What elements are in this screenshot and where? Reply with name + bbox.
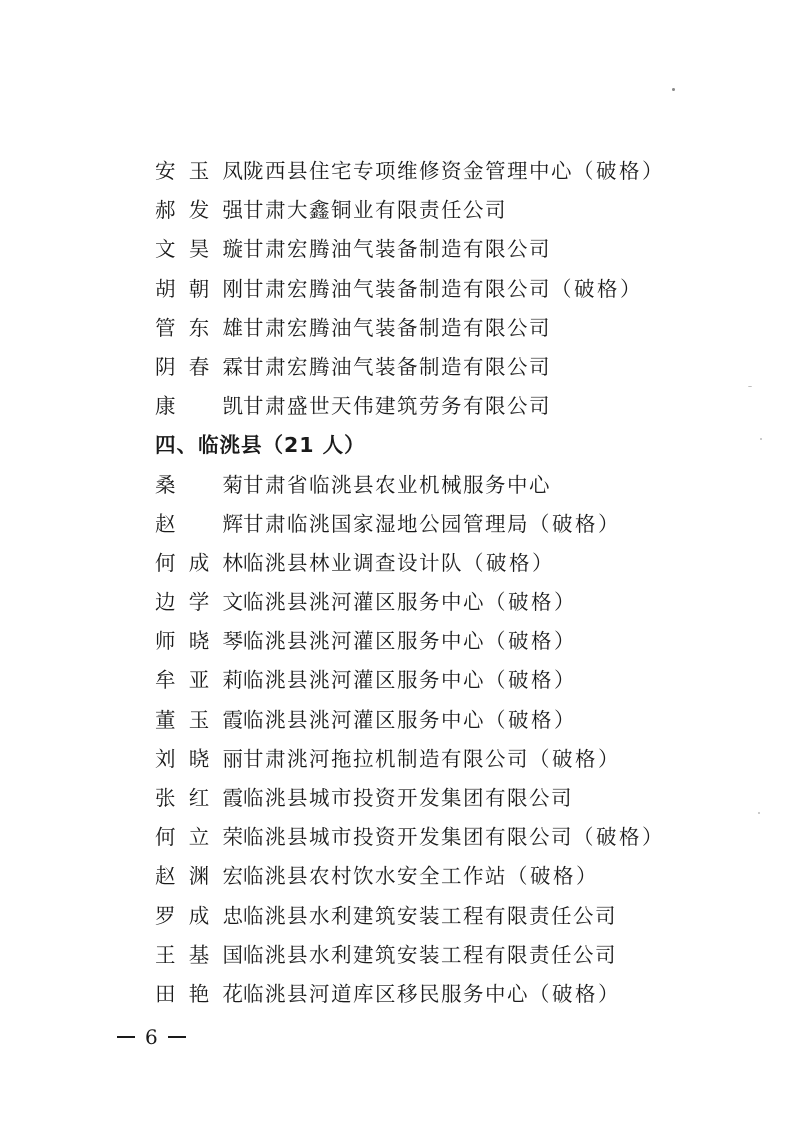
list-item: [155, 230, 775, 269]
scan-speck: [758, 812, 760, 814]
exception-note: （破格）: [551, 276, 643, 301]
section-title: 四、临洮县（21 人）: [155, 433, 366, 458]
list-item: [155, 583, 775, 622]
person-name: 阴春霖: [155, 354, 243, 379]
organization-name: 甘肃大鑫铜业有限责任公司: [243, 198, 507, 223]
person-name: 边学文: [155, 590, 243, 615]
exception-note: （破格）: [485, 590, 577, 615]
exception-note: （破格）: [529, 981, 621, 1006]
organization: [243, 309, 551, 348]
organization-name: 甘肃宏腾油气装备制造有限公司: [243, 276, 551, 301]
scan-speck: [748, 386, 752, 387]
exception-note: （破格）: [573, 825, 665, 850]
list-item: [155, 505, 775, 544]
entry-group-lintao: [155, 466, 775, 1015]
person-name: 罗成忠: [155, 903, 243, 928]
list-item: [155, 309, 775, 348]
organization: [243, 936, 617, 975]
organization-name: 甘肃临洮国家湿地公园管理局: [243, 511, 529, 536]
exception-note: （破格）: [529, 511, 621, 536]
exception-note: （破格）: [463, 550, 555, 575]
organization: [243, 740, 621, 779]
organization: [243, 857, 599, 896]
exception-note: （破格）: [507, 864, 599, 889]
organization: [243, 466, 551, 505]
organization: [243, 387, 551, 426]
list-item: [155, 661, 775, 700]
person-name: 管东雄: [155, 315, 243, 340]
exception-note: （破格）: [529, 746, 621, 771]
page-footer: [117, 1025, 186, 1049]
organization-name: 临洮县农村饮水安全工作站: [243, 864, 507, 889]
list-item: [155, 740, 775, 779]
person-name: 文昊璇: [155, 237, 243, 262]
exception-note: （破格）: [485, 629, 577, 654]
list-item: [155, 622, 775, 661]
organization-name: 甘肃宏腾油气装备制造有限公司: [243, 237, 551, 262]
organization: [243, 897, 617, 936]
organization: [243, 779, 573, 818]
organization-name: 甘肃盛世天伟建筑劳务有限公司: [243, 394, 551, 419]
list-item: [155, 466, 775, 505]
organization-name: 甘肃洮河拖拉机制造有限公司: [243, 746, 529, 771]
list-item: [155, 818, 775, 857]
organization-name: 甘肃省临洮县农业机械服务中心: [243, 472, 551, 497]
person-name: 赵辉: [155, 511, 243, 536]
organization-name: 临洮县城市投资开发集团有限公司: [243, 825, 573, 850]
organization-name: 临洮县洮河灌区服务中心: [243, 668, 485, 693]
exception-note: （破格）: [485, 668, 577, 693]
organization: [243, 505, 621, 544]
organization-name: 临洮县林业调查设计队: [243, 550, 463, 575]
person-name: 张红霞: [155, 786, 243, 810]
list-item: [155, 348, 775, 387]
section-heading: [155, 426, 775, 465]
footer-dash-right: [168, 1036, 186, 1038]
person-name: 何成林: [155, 550, 243, 575]
person-name: 何立荣: [155, 825, 243, 850]
person-name: 王基国: [155, 942, 243, 967]
organization: [243, 701, 577, 740]
person-name: 师晓琴: [155, 629, 243, 654]
organization-name: 临洮县水利建筑安装工程有限责任公司: [243, 942, 617, 967]
list-item: [155, 701, 775, 740]
list-item: [155, 270, 775, 309]
organization: [243, 818, 665, 857]
person-name: 董玉霞: [155, 707, 243, 732]
exception-note: （破格）: [573, 159, 665, 183]
organization-name: 临洮县洮河灌区服务中心: [243, 629, 485, 654]
list-item: [155, 975, 775, 1014]
organization-name: 陇西县住宅专项维修资金管理中心: [243, 159, 573, 183]
person-name: 安玉凤: [155, 159, 243, 183]
person-name: 郝发强: [155, 198, 243, 223]
person-name: 康凯: [155, 394, 243, 419]
scan-speck: [672, 88, 675, 91]
list-item: [155, 191, 775, 230]
organization-name: 临洮县洮河灌区服务中心: [243, 590, 485, 615]
list-item: [155, 544, 775, 583]
organization: [243, 544, 555, 583]
footer-dash-left: [117, 1036, 135, 1038]
list-item: [155, 857, 775, 896]
person-name: 赵渊宏: [155, 864, 243, 889]
organization: [243, 975, 621, 1014]
page-number: 6: [145, 1025, 158, 1049]
person-name: 桑菊: [155, 472, 243, 497]
organization-name: 甘肃宏腾油气装备制造有限公司: [243, 315, 551, 340]
person-name: 牟亚莉: [155, 668, 243, 693]
organization-name: 临洮县洮河灌区服务中心: [243, 707, 485, 732]
organization: [243, 230, 551, 269]
list-item: [155, 936, 775, 975]
list-item: [155, 387, 775, 426]
list-item: [155, 152, 775, 191]
organization-name: 甘肃宏腾油气装备制造有限公司: [243, 354, 551, 379]
organization: [243, 152, 665, 191]
organization: [243, 191, 507, 230]
organization-name: 临洮县河道库区移民服务中心: [243, 981, 529, 1006]
list-item: [155, 779, 775, 818]
entry-group-continued: [155, 152, 775, 426]
organization-name: 临洮县城市投资开发集团有限公司: [243, 786, 573, 810]
person-name: 田艳花: [155, 981, 243, 1006]
organization: [243, 622, 577, 661]
person-name: 刘晓丽: [155, 746, 243, 771]
organization: [243, 583, 577, 622]
organization: [243, 270, 643, 309]
scan-speck: [760, 438, 762, 440]
organization-name: 临洮县水利建筑安装工程有限责任公司: [243, 903, 617, 928]
person-name: 胡朝刚: [155, 276, 243, 301]
exception-note: （破格）: [485, 707, 577, 732]
organization: [243, 661, 577, 700]
list-item: [155, 897, 775, 936]
organization: [243, 348, 551, 387]
personnel-list: [155, 152, 775, 1014]
